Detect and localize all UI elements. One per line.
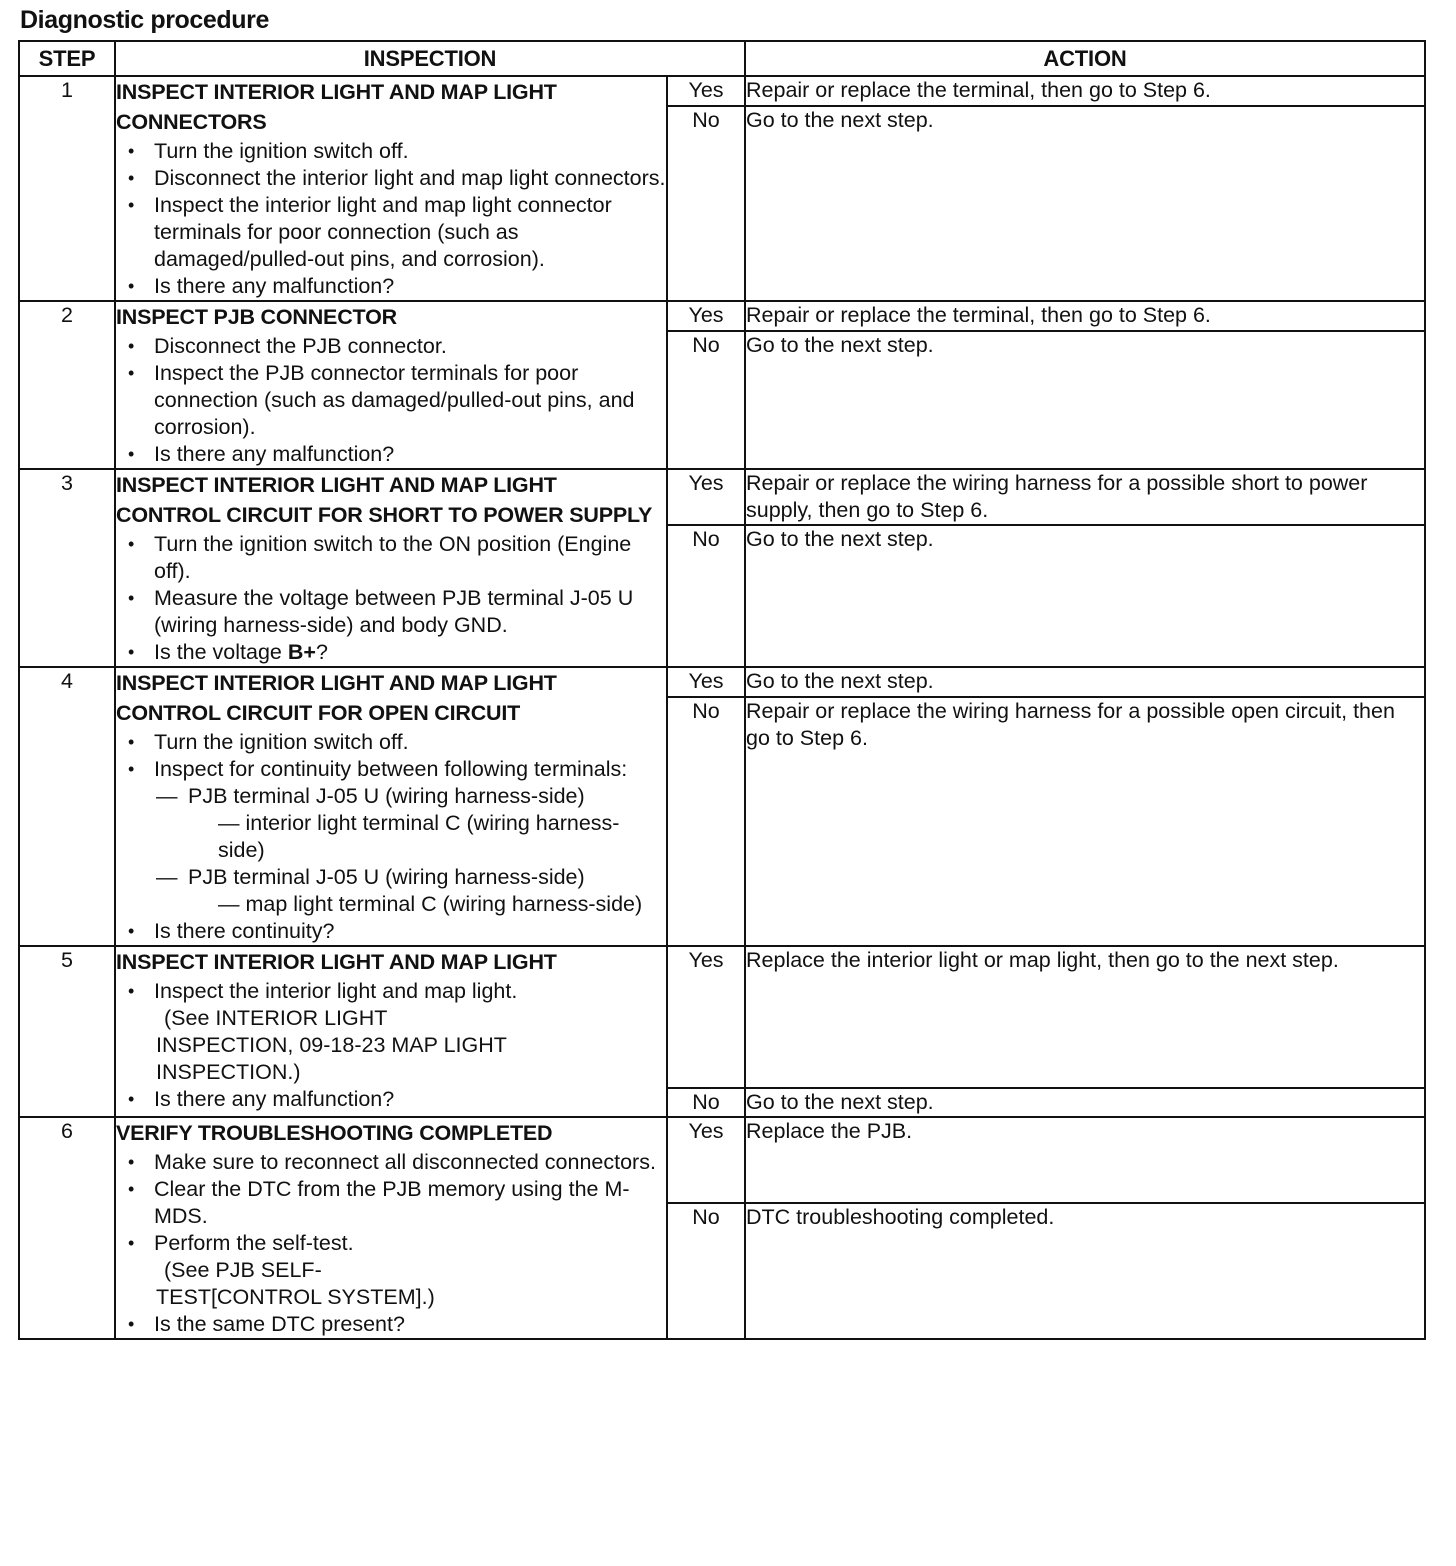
step-title: INSPECT INTERIOR LIGHT AND MAP LIGHT CONTROL CIRCUIT FOR OPEN CIRCUIT (116, 671, 557, 725)
step-number: 4 (19, 667, 115, 946)
step-inspection (115, 76, 667, 301)
step-inspection (115, 301, 667, 469)
step-number: 1 (19, 76, 115, 301)
table-header-row (19, 41, 1425, 76)
step-inspection (115, 946, 667, 1117)
see-reference[interactable]: INSPECTION.) (156, 1060, 301, 1084)
no-label: No (667, 1088, 745, 1117)
yes-action: Replace the interior light or map light, then go to the next step. (745, 946, 1425, 1088)
step-title: VERIFY TROUBLESHOOTING COMPLETED (116, 1121, 553, 1145)
inspection-bullet: • Inspect the PJB connector terminals for poor connection (such as damaged/pulled-out pins, and corrosion). (116, 360, 666, 441)
see-reference[interactable]: (See INTERIOR LIGHT (164, 1006, 388, 1030)
yes-action: Go to the next step. (745, 667, 1425, 697)
step-number: 2 (19, 301, 115, 469)
inspection-question (116, 639, 666, 666)
no-label: No (667, 525, 745, 667)
terminal-a: PJB terminal J-05 U (wiring harness-side) (188, 865, 585, 889)
no-label: No (667, 106, 745, 301)
terminal-a: PJB terminal J-05 U (wiring harness-side) (188, 784, 585, 808)
inspection-bullet: • Is there any malfunction? (116, 273, 666, 300)
terminal-pair (156, 783, 666, 864)
question-mark: ? (315, 640, 328, 664)
step-title: INSPECT INTERIOR LIGHT AND MAP LIGHT CONNECTORS (116, 80, 557, 134)
step-3-yes-row (19, 469, 1425, 525)
header-inspection: INSPECTION (115, 41, 745, 76)
no-action: Repair or replace the wiring harness for a possible open circuit, then go to Step 6. (745, 697, 1425, 946)
step-number: 3 (19, 469, 115, 667)
yes-action: Repair or replace the terminal, then go to Step 6. (745, 301, 1425, 331)
yes-label: Yes (667, 946, 745, 1088)
no-label: No (667, 1203, 745, 1339)
yes-label: Yes (667, 667, 745, 697)
step-inspection (115, 667, 667, 946)
step-number: 6 (19, 1117, 115, 1339)
see-reference[interactable]: TEST[CONTROL SYSTEM].) (156, 1285, 435, 1309)
inspection-bullet: • Disconnect the interior light and map light connectors. (116, 165, 666, 192)
step-title: INSPECT INTERIOR LIGHT AND MAP LIGHT (116, 950, 557, 974)
no-action: Go to the next step. (745, 106, 1425, 301)
bullet-text: Perform the self-test. (154, 1231, 354, 1255)
question-text: Is the voltage (154, 640, 288, 664)
inspection-bullet: • Clear the DTC from the PJB memory using the M-MDS. (116, 1176, 666, 1230)
yes-label: Yes (667, 76, 745, 106)
page-title: Diagnostic procedure (20, 6, 269, 34)
no-action: Go to the next step. (745, 525, 1425, 667)
step-inspection (115, 1117, 667, 1339)
inspection-bullet: • Inspect the interior light and map light connector terminals for poor connection (such as damaged/pulled-out pins, and corrosion). (116, 192, 666, 273)
diagnostic-table (18, 40, 1426, 1340)
yes-label: Yes (667, 1117, 745, 1203)
inspection-bullet: • Is there any malfunction? (116, 441, 666, 468)
step-title: INSPECT PJB CONNECTOR (116, 305, 397, 329)
no-action: Go to the next step. (745, 331, 1425, 469)
yes-label: Yes (667, 301, 745, 331)
yes-label: Yes (667, 469, 745, 525)
bullet-text: Inspect the interior light and map light. (154, 979, 518, 1003)
inspection-bullet: • Turn the ignition switch off. (116, 138, 666, 165)
voltage-value: B+ (287, 640, 316, 664)
yes-action: Replace the PJB. (745, 1117, 1425, 1203)
inspection-bullet: • Turn the ignition switch to the ON position (Engine off). (116, 531, 666, 585)
terminal-b: — interior light terminal C (wiring harness-side) (218, 811, 620, 862)
yes-action: Repair or replace the terminal, then go to Step 6. (745, 76, 1425, 106)
step-5-yes-row (19, 946, 1425, 1088)
terminal-b: — map light terminal C (wiring harness-side) (218, 892, 643, 916)
yes-action: Repair or replace the wiring harness for a possible short to power supply, then go to Step 6. (745, 469, 1425, 525)
step-1-yes-row (19, 76, 1425, 106)
no-label: No (667, 697, 745, 946)
header-action: ACTION (745, 41, 1425, 76)
inspection-bullet: • Is the same DTC present? (116, 1311, 666, 1338)
inspection-bullet: • Turn the ignition switch off. (116, 729, 666, 756)
no-action: DTC troubleshooting completed. (745, 1203, 1425, 1339)
terminal-pair (156, 864, 666, 918)
see-reference[interactable]: INSPECTION, 09-18-23 MAP LIGHT (156, 1033, 507, 1057)
inspection-bullet (116, 978, 666, 1086)
step-2-yes-row (19, 301, 1425, 331)
see-reference[interactable]: (See PJB SELF- (164, 1258, 322, 1282)
step-4-yes-row (19, 667, 1425, 697)
inspection-bullet: • Measure the voltage between PJB terminal J-05 U (wiring harness-side) and body GND. (116, 585, 666, 639)
inspection-bullet: • Is there continuity? (116, 918, 666, 945)
no-action: Go to the next step. (745, 1088, 1425, 1117)
step-number: 5 (19, 946, 115, 1117)
step-inspection (115, 469, 667, 667)
no-label: No (667, 331, 745, 469)
inspection-bullet: • Is there any malfunction? (116, 1086, 666, 1113)
inspection-bullet: • Inspect for continuity between following terminals: (116, 756, 666, 783)
step-title: INSPECT INTERIOR LIGHT AND MAP LIGHT CONTROL CIRCUIT FOR SHORT TO POWER SUPPLY (116, 473, 653, 527)
inspection-bullet: • Make sure to reconnect all disconnected connectors. (116, 1149, 666, 1176)
header-step: STEP (19, 41, 115, 76)
inspection-bullet (116, 1230, 666, 1311)
step-6-yes-row (19, 1117, 1425, 1203)
inspection-bullet: • Disconnect the PJB connector. (116, 333, 666, 360)
